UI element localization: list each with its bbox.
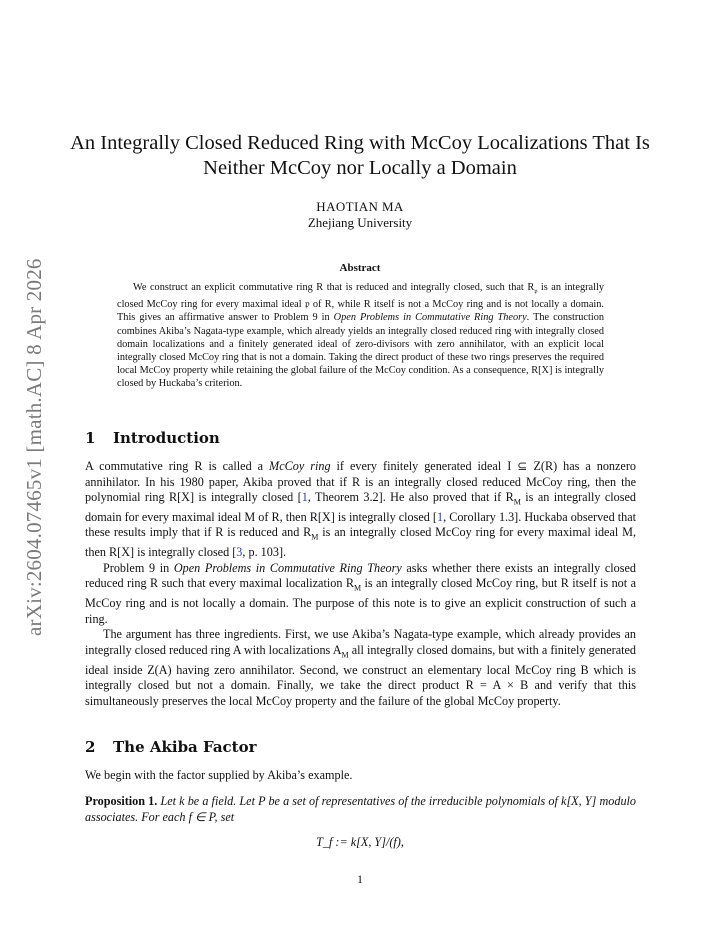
- display-equation: T_f := k[X, Y]/(f),: [316, 835, 404, 849]
- citation-link[interactable]: 1: [301, 490, 308, 504]
- paper-title: An Integrally Closed Reduced Ring with McCoy Localizations That Is Neither McCoy nor Locally a Domain: [70, 132, 650, 179]
- abstract-text: We construct an explicit commutative ring R that is reduced and integrally closed, such that $R_𝔭$ is an integrally closed McCoy ring for every maximal ideal 𝔭 of R, while R itself is not a McCoy ring and is not locally a domain. This gives an affirmative answer to Problem 9 in Open Problems in Commutative Ring Theory. The construction combines Akiba’s Nagata-type example, which already yields an integrally closed reduced ring with integrally closed domain localizations and a finitely generated ideal of zero-divisors with zero annihilator, with an explicit local integrally closed McCoy ring that is not a domain. Taking the direct product of these two rings preserves the required local McCoy property while retaining the global failure of the McCoy condition. As a consequence, R[X] is integrally closed by Huckaba’s criterion.: [117, 282, 604, 390]
- citation-link[interactable]: 3: [236, 545, 243, 560]
- author-affiliation: Zhejiang University: [307, 215, 413, 230]
- author-name: HAOTIAN MA: [316, 199, 404, 214]
- section-heading-akiba-factor: 2 The Akiba Factor: [85, 738, 257, 756]
- abstract-heading: Abstract: [339, 262, 381, 274]
- arxiv-identifier: arXiv:2604.07465v1 [math.AC] 8 Apr 2026: [22, 258, 46, 636]
- section-heading-introduction: 1 Introduction: [85, 429, 220, 447]
- page-number: 1: [357, 872, 363, 886]
- intro-paragraph-2: Problem 9 in Open Problems in Commutative Ring Theory asks whether there exists an integrally closed reduced ring R such that every maximal localization $R_M$ is an integrally closed McCoy ring, but R itself is not a McCoy ring and is not locally a domain. The purpose of this note is to give an explicit construction of such a ring.: [85, 560, 636, 626]
- akiba-intro-line: We begin with the factor supplied by Akiba’s example.: [85, 768, 353, 782]
- citation-link[interactable]: 1: [437, 509, 444, 524]
- proposition-label: Proposition 1.: [85, 794, 158, 808]
- introduction-body: [85, 459, 636, 709]
- intro-paragraph-3: The argument has three ingredients. First, we use Akiba’s Nagata-type example, which already provides an integrally closed reduced ring A with localizations $A_M$ all integrally closed domains, but with a finitely generated ideal inside Z(A) having zero annihilator. Second, we construct an elementary local McCoy ring B which is integrally closed but not a domain. Finally, we take the direct product R = A × B and verify that this simultaneously preserves the local McCoy property and the failure of the global McCoy property.: [85, 627, 636, 708]
- abstract-book-title: Open Problems in Commutative Ring Theory: [333, 312, 527, 324]
- proposition-1: [85, 794, 636, 825]
- intro-paragraph-1: A commutative ring R is called a McCoy ring if every finitely generated ideal I ⊆ Z(R) has a nonzero annihilator. In his 1980 paper, Akiba proved that if R is an integrally closed reduced McCoy ring, then the polynomial ring R[X] is integrally closed [1, Theorem 3.2]. He also proved that if $R_M$ is an integrally closed domain for every maximal ideal M of R, then R[X] is integrally closed [1, Corollary 1.3]. Huckaba observed that these results imply that if R is reduced and $R_M$ is an integrally closed McCoy ring for every maximal ideal M, then R[X] is integrally closed [3, p. 103].: [85, 459, 637, 560]
- proposition-text: Let k be a field. Let P be a set of representatives of the irreducible polynomials of k[X, Y] modulo associates. For each f ∈ P, set: [85, 794, 637, 824]
